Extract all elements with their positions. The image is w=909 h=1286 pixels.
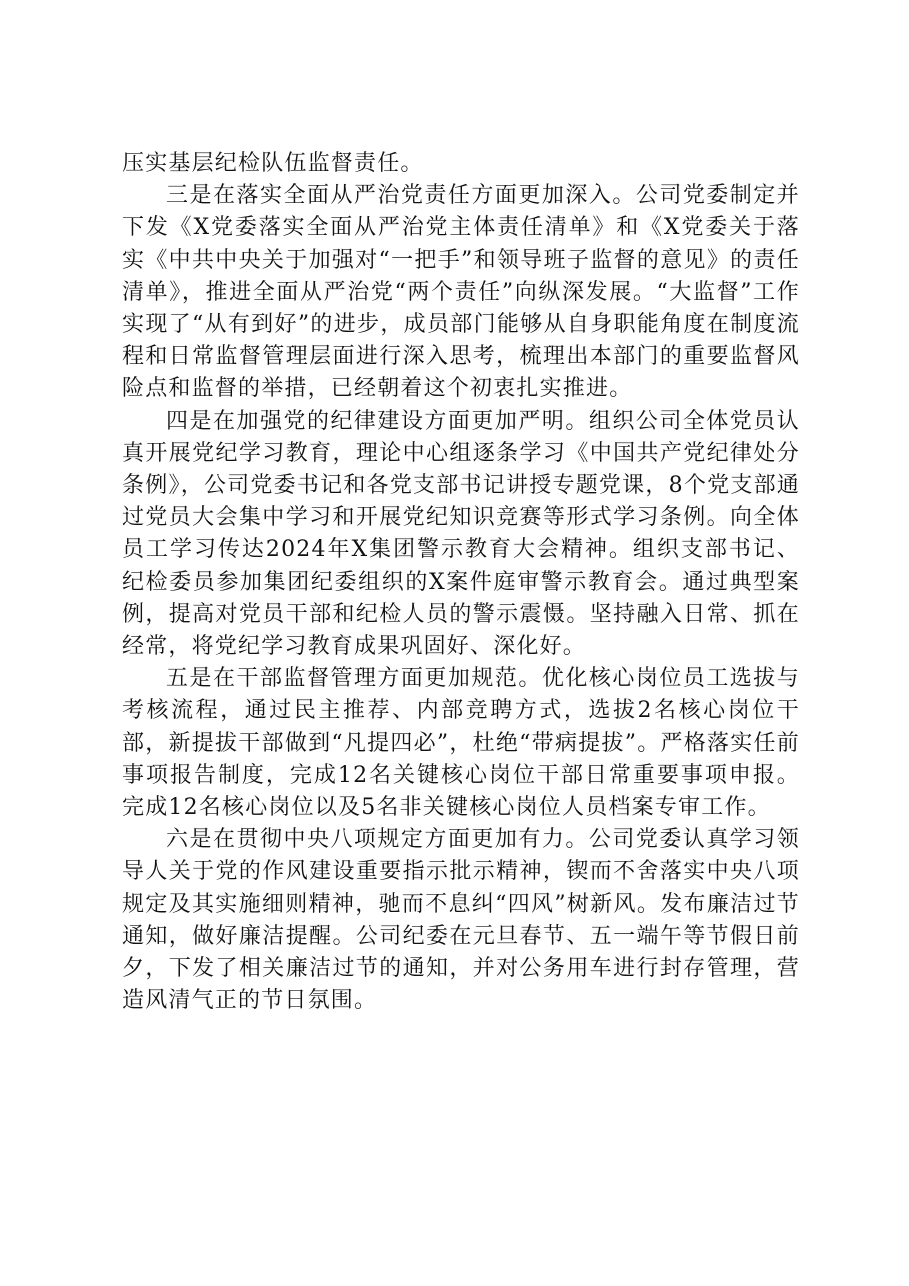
paragraph-six: 六是在贯彻中央八项规定方面更加有力。公司党委认真学习领导人关于党的作风建设重要指示批示精神，锲而不舍落实中央八项规定及其实施细则精神，驰而不息纠“四风”树新风。发布廉洁过节通知，做好廉洁提醒。公司纪委在元旦春节、五一端午等节假日前夕，下发了相关廉洁过节的通知，并对公务用车进行封存管理，营造风清气正的节日氛围。 xyxy=(122,827,800,1014)
paragraph-five: 五是在干部监督管理方面更加规范。优化核心岗位员工选拔与考核流程，通过民主推荐、内部竞聘方式，选拔2名核心岗位干部，新提拔干部做到“凡提四必”，杜绝“带病提拔”。严格落实任前事项报告制度，完成12名关键核心岗位干部日常重要事项申报。完成12名核心岗位以及5名非关键核心岗位人员档案专审工作。 xyxy=(122,666,800,821)
document-body xyxy=(122,148,800,1017)
paragraph-four: 四是在加强党的纪律建设方面更加严明。组织公司全体党员认真开展党纪学习教育，理论中心组逐条学习《中国共产党纪律处分条例》，公司党委书记和各党支部书记讲授专题党课，8个党支部通过党员大会集中学习和开展党纪知识竞赛等形式学习条例。向全体员工学习传达2024年X集团警示教育大会精神。组织支部书记、纪检委员参加集团纪委组织的X案件庭审警示教育会。通过典型案例，提高对党员干部和纪检人员的警示震慑。坚持融入日常、抓在经常，将党纪学习教育成果巩固好、深化好。 xyxy=(122,408,800,660)
paragraph-three: 三是在落实全面从严治党责任方面更加深入。公司党委制定并下发《X党委落实全面从严治党主体责任清单》和《X党委关于落实《中共中央关于加强对“一把手”和领导班子监督的意见》的责任清单》，推进全面从严治党“两个责任”向纵深发展。“大监督”工作实现了“从有到好”的进步，成员部门能够从自身职能角度在制度流程和日常监督管理层面进行深入思考，梳理出本部门的重要监督风险点和监督的举措，已经朝着这个初衷扎实推进。 xyxy=(122,183,800,402)
paragraph-continuation: 压实基层纪检队伍监督责任。 xyxy=(122,151,424,176)
